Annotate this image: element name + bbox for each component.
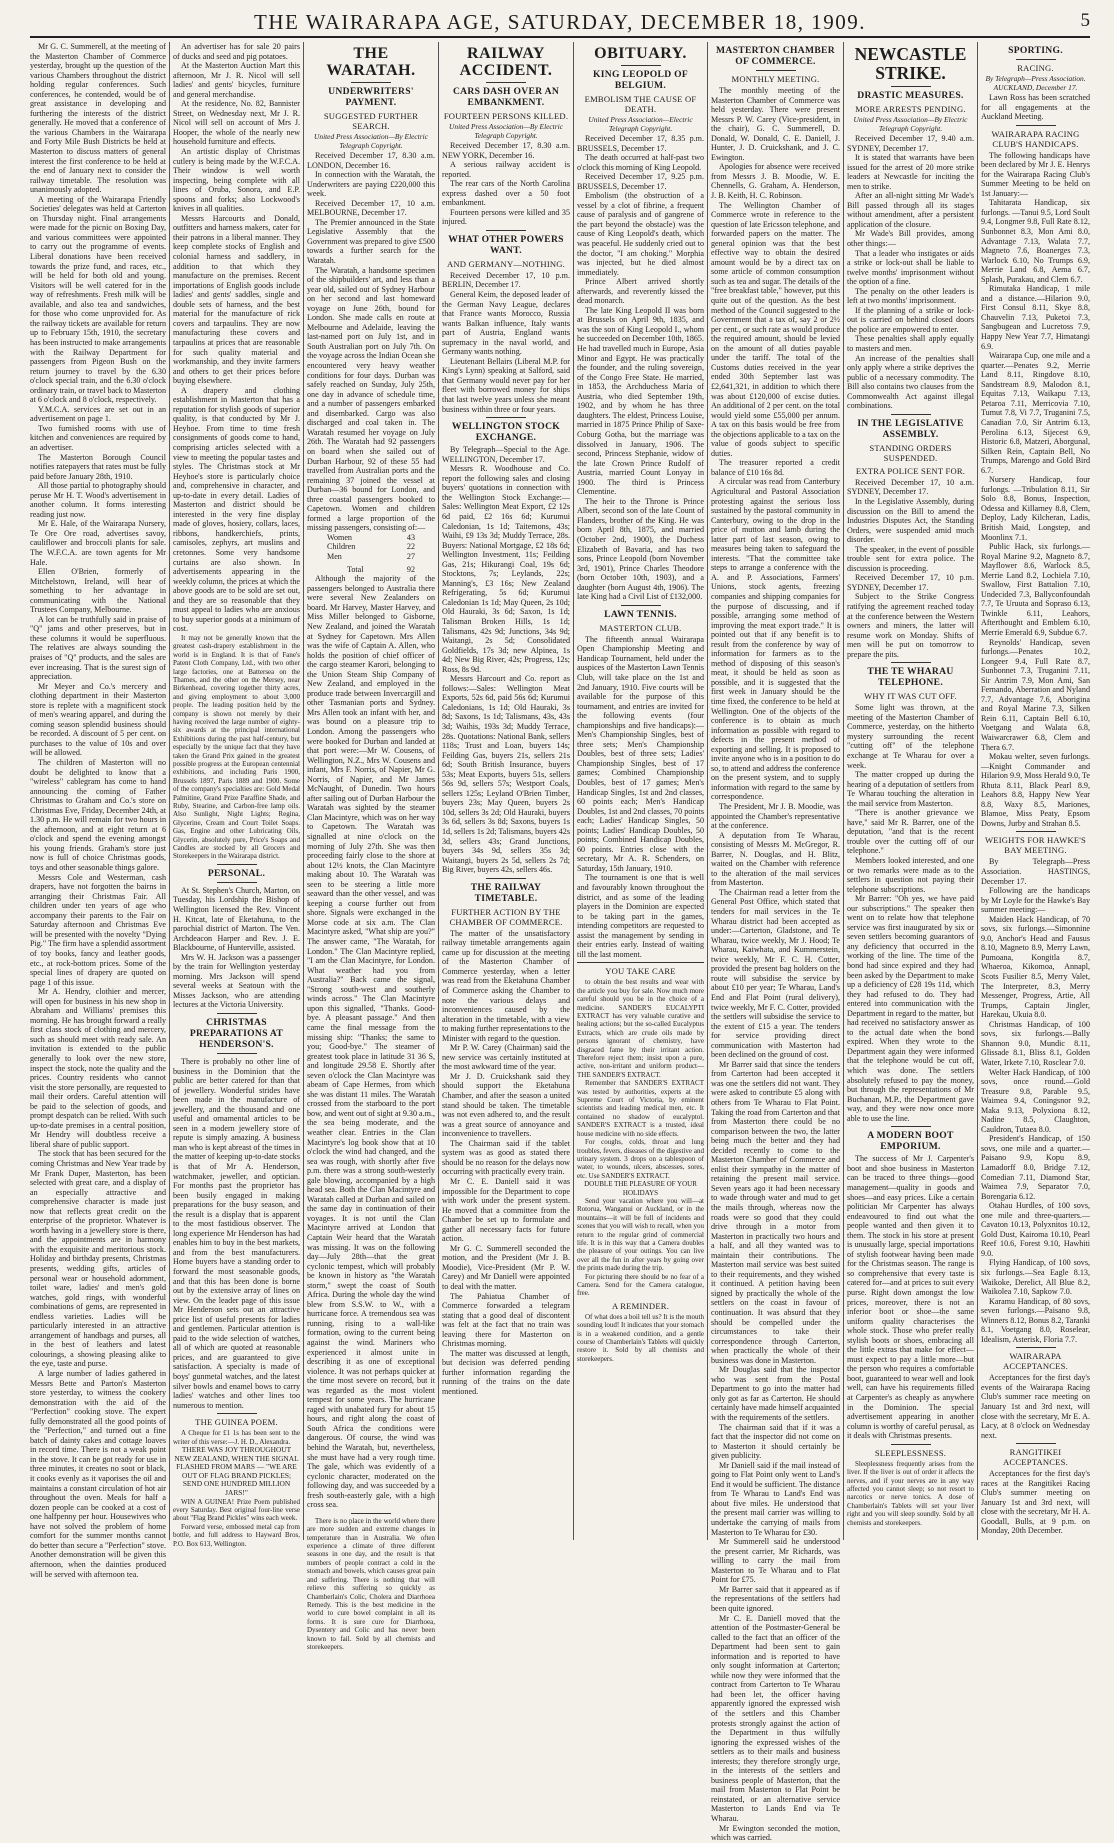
section-heading: WAIRARAPA RACING CLUB'S HANDICAPS.	[991, 128, 1080, 149]
news-paragraph: Otahau Hurdles, of 100 sovs, one mile and three-quarters.—Cavaton 10.13, Polyxnitos 10.12, Gold Dust, Kairoma 10.10, Pearl Reef 10.6, Forest 9.10, Hawhiti 9.0.	[981, 1201, 1090, 1258]
news-paragraph: Received December 17, 10 a.m. SYDNEY, December 17.	[847, 477, 974, 497]
wire-credit: United Press Association—Electric Telegraph Copyright.	[588, 115, 693, 133]
news-paragraph: Received December 17, 8.35 p.m. BRUSSELS, December 17.	[577, 134, 704, 153]
row-value: 92	[406, 564, 415, 574]
news-paragraph: Mr Wade's Bill provides, among other things:—	[847, 229, 974, 249]
news-paragraph: Forward verse, embossed metal cap from bottle, and full address to Hayward Bros, P.O. Box 613, Wellington.	[173, 1522, 300, 1548]
separator	[486, 230, 526, 231]
news-paragraph: It may not be generally known that the greatest cash-drapery establishment in the world is in England. It is that of Fane's Patent Cloth Company, Ltd., with two other large factories, one at Battersea on the Thames, and the other on the Mersey, near Birkenhead, covering together thirty acres, and giving employment to about 3,000 people. The leading position held by the company is shown not merely by their having received the large number of eighty-six awards at the principal international Exhibitions during the past half-century, but especially by the unique fact that they have taken the Grand Prix gained in the greatest possible progress at the European centennial exhibitions, and including Paris 1900, Brussels 1897, Paris 1889 and 1900. Some of the company's specialties are: Gold Medal Palmitine, Grand Prize Paraffine Shade, and Ruby, Stearine, and Carbon-free lamp oils. Also Sunlight, Night Lights; Regina, Glycerine, Cream and Court Toilet Soaps. Gas, Engine and other Lubricating Oils, Glycerin, absolutely pure, Price's Soaps and Candles are stocked by all Grocers and Storekeepers in the Wairarapa district.	[173, 633, 300, 861]
news-paragraph: Mr C. E. Daniell moved that the attention of the Postmaster-General be called to the fact that an officer of the Department had been sent to gain information and is reported to have only sought information at Carterton; while now they were informed that the contract from Carterton to Te Wharau had been let, the officer having apparently ignored the expressed wish of the settlers and this Chamber protests strongly against the action of the Department in thus wilfully ignoring the expressed wishes of the settlers as to their mails and business interests; they therefore strongly urge, in the interests of the settlers and business people of Masterton, that the mail from Masterton to Flat Point be reinstated, or an alternative service Masterton to Lands End via Te Wharau.	[711, 1613, 840, 1823]
news-paragraph: Mr Daniell said if the mail instead of going to Flat Point only went to Land's End it would be sufficient. The distance from Te Wharau to Land's End was about five miles. He understood that the present mail carrier was willing to undertake the carrying of mails from Masterton to Te Wharau for £30.	[711, 1460, 840, 1537]
news-paragraph: The penalty on the other leaders is left at two months' imprisonment.	[847, 286, 974, 306]
newspaper-title: THE WAIRARAPA AGE, SATURDAY, DECEMBER 18, 1909.	[254, 10, 866, 34]
section-heading: THE WARATAH.	[326, 45, 416, 79]
section-subheading: MASTERTON CLUB.	[599, 622, 682, 633]
news-paragraph: A serious railway accident is reported.	[442, 160, 570, 179]
row-label: Total	[347, 564, 364, 574]
column-7	[847, 42, 974, 1540]
news-paragraph: Messrs Harcourt and Co. report as follows:—Sales: Wellington Meat Exports, 52s 6d, paid 56s 6d; Kurumui Caledonians, 1s 1d; Old Hauraki, 3s 8d; Saxons, 1s 1d; Talismans, 43s, 43s 3d; Waihis, 193s 3d; Muddy Terrace, 28s. Quotations: National Bank, sellers 118s; Trust and Loan, buyers 14s; Feilding Gas, buyers 21s, sellers 21s 6d; South British Insurance, buyers 53s; Meat Exports, buyers 51s, sellers 56s 9d, sellers 57s; Westport Coals, sellers 125s; Leyland O'Brien Timber, buyers 23s; May Queen, buyers 2s 10d, sellers 3s 2d; Old Hauraki, buyers 3s 6d, sellers 3s 8d; Saxons, buyers 1s 1d, sellers 1s 2d; Talismans, buyers 42s 3d, sellers 43s; Grand Junctions, buyers 34s 9d, sellers 35s 3d; Waitangi, buyers 2s 5d, sellers 2s 7d; Big River, buyers 42s, sellers 46s.	[442, 674, 570, 875]
news-paragraph: The fifteenth annual Wairarapa Open Championship Meeting and Handicap Tournament, held under the auspices of the Masterton Lawn Tennis Club, will take place on the 1st and 2nd January, 1910. Five courts will be available for the purpose of this tournament, and entries are invited for the following events (four championships and five handicaps):—Men's Championship Singles, best of three sets; Men's Championship Doubles, best of three sets; Ladies' Championship Singles, best of 17 games; Combined Championship Doubles, best of 17 games; Men's Handicap Singles, 1st and 2nd classes, 60 points each; Men's Handicap Doubles, 1st and 2nd classes, 70 points each; Ladies' Handicap Singles, 50 points; Ladies' Handicap Doubles, 50 points; Combined Handicap Doubles, 60 points. Entries close with the secretary, Mr A. R. Schenders, on Saturday, 15th January, 1910.	[577, 634, 704, 873]
news-paragraph: Lawn Ross has been scratched for all engagements at the Auckland Meeting.	[981, 93, 1090, 122]
news-paragraph: Apologies for absence were received from Messrs J. B. Moodie, W. E. Chennells, G. Graham, A. Henderson, J. B. Keith, H. C. Robinson.	[711, 162, 840, 201]
section-heading: RAILWAY ACCIDENT.	[459, 45, 553, 79]
news-paragraph: Mr Barrer: "Oh yes, we have paid our subscriptions." The speaker then went on to relate how that telephone service was first inaugurated by six or seven settlers becoming guarantors of any deficiency that occurred in the working of the line. The time of the bond had since expired and they had been asked by the Department to make up a deficiency of £28 19s 11d, which they had refused to do. They had entered into communication with the Department in regard to the matter, but had received no satisfactory answer as to the actual date when the bond expired. When they wrote to the Department again they were informed that the telephone would be cut off, which was done. The settlers absolutely refused to pay the money, but through the representations of Mr Buchanan, M.P., the Department gave way, and they were now once more able to use the line.	[847, 894, 974, 1123]
news-paragraph: The Waratah, a handsome specimen of the shipbuilders' art, and less than a year old, sailed out of Sydney Harbour on her second and last homeward voyage on June 26th, bound for London. She made calls en route at Melbourne and Adelaide, leaving the last-named port on July 1st, and in South Australian port on July 7th. On the voyage across the Indian Ocean she encountered very heavy weather conditions for four days. Durban was safely reached on Sunday, July 25th, one day in advance of schedule time, and a number of passengers embarked and disembarked. Cargo was also discharged and coal taken in. The Waratah resumed her voyage on July 26th. The Waratah had 92 passengers on board when she sailed out of Durban Harbour, 92 of these 55 had travelled from Australian ports and the remaining 37 joined the vessel at Durban—36 bound for London, and three coastal passengers booked to Capetown. Women and children formed a large proportion of the missing passengers, consisting of:—	[307, 265, 435, 533]
separator	[486, 82, 526, 83]
advert-paragraph: For coughs, colds, throat and lung troubles, fevers, diseases of the digestive and urinary system. 3 drops on a tablespoon of water, to wounds, ulcers, abscesses, sores, etc. Use SANDER'S EXTRACT.	[577, 1138, 704, 1180]
news-paragraph: If the planning of a strike or lock-out is carried on behind closed doors the police are empowered to enter.	[847, 305, 974, 334]
page-number: 5	[1080, 10, 1090, 31]
news-paragraph: The Premier announced in the State Legislative Assembly that the Government was prepared to give £500 towards a further search for the Waratah.	[307, 217, 435, 266]
section-subheading: RACING.	[1017, 63, 1054, 73]
news-paragraph: The Wellington Chamber of Commerce wrote in reference to the question of late Ericsson telephone, and forwarded papers on the matter. The general opinion was that the best effective way to obtain the desired amount would be by a direct tax on some article of common consumption such as tea and sugar. The details of the "free breakfast table," however, put this quite out of the question. As the best method of the Council suggested to the Government that a tax of, say 2 or 2½ per cent., or such rate as would produce the required amount, should be levied on the amount of all duties payable under the tariff. The total of the Customs duties received in the year ended 30th September last was £2,641,321, in addition to which there was about £120,000 of excise duties. An additional of 2 per cent. on the total would yield some £55,000 per annum. A tax on this basis would be free from the objections applicable to a tax on the value of goods subject to specific duties.	[711, 200, 841, 458]
news-paragraph: Messrs Harcourts and Donald, outfitters and harness makers, cater for their patrons in a liberal manner. They keep complete stocks of English and colonial harness and saddlery, in addition to that which they manufacture on the premises. Recent importations of English goods include ladies' and gents' saddles, single and double sets of harness, and the best material for the manufacture of rick covers and tarpaulins. They are now manufacturing these covers and tarpaulins at prices that are reasonable for such quality material and workmanship, and they invite farmers and others to get their prices before buying elsewhere.	[173, 213, 300, 386]
section-subheading: UNDERWRITERS' PAYMENT.	[328, 86, 414, 108]
news-paragraph: The matter was discussed at length, but decision was deferred pending further information regarding the running of the trains on the date mentioned.	[442, 1348, 570, 1396]
news-paragraph: Fourteen persons were killed and 35 injured.	[442, 207, 570, 227]
separator	[1016, 59, 1056, 60]
section-heading: A MODERN BOOT EMPORIUM.	[867, 1130, 954, 1153]
news-paragraph: An artistic display of Christmas cutlery is being made by the W.F.C.A. Their window is well worth inspecting, being complete with all lines of Oruba, Sonora, and E.P. spoons and forks; also Lockwood's knives in all qualities.	[173, 147, 300, 214]
column-rule	[843, 42, 844, 1540]
news-paragraph: Mr Ewington seconded the motion, which was carried.	[711, 1823, 840, 1843]
news-paragraph: At the Masterton Auction Mart this afternoon, Mr J. R. Nicol will sell ladies' and gents' bicycles, furniture and general merchandise.	[173, 61, 300, 99]
column-4	[442, 42, 570, 1540]
news-paragraph: The monthly meeting of the Masterton Chamber of Commerce was held yesterday. There were present Messrs P. W. Carey (Vice-president, in the chair), G. C. Summerell, D. Donald, W. Donald, C. E. Daniell, J. Hunter, J. D. Cruickshank, and J. C. Ewington.	[711, 86, 840, 162]
news-paragraph: Received December 17, 8.30 a.m. LONDON, December 16.	[307, 151, 435, 170]
section-subheading: SUGGESTED FURTHER SEARCH.	[323, 111, 419, 131]
separator	[217, 1013, 257, 1014]
news-paragraph: Welter Hack Handicap, of 100 sovs, once round.—Gold Treasure 9.8, Parable 9.5, Waimea 9.4, Coningsnor 9.2, Maka 9.13, Polyxiona 8.12, Nadine 8.5, Claughton, Cauldron, Tutaea 8.0.	[981, 1067, 1090, 1134]
news-paragraph: "There is another grievance we have," said Mr R. Barrer, one of the deputation, "and that is the recent trouble over the cutting off of our telephone."	[847, 808, 974, 856]
news-paragraph: In the Legislative Assembly, during discussion on the Bill to amend the Industries Disputes Act, the Standing Orders, were suspended amid much disorder.	[847, 496, 974, 545]
news-paragraph: The late King Leopold II was born at Brussels on April 9th, 1835, and was the son of King Leopold I., whom he succeeded on December 10th, 1865. He had travelled much in Europe, Asia Minor and Egypt. He was practically the founder, and the ruling sovereign, of the Congo Free State. He married, in 1853, the Archduchess Maria of Austria, who died September 19th, 1902, and by whom he has three daughters. The eldest, Princess Louise, married in 1875 Prince Philip of Saxe-Coburg Gotha, but the marriage was dissolved in January, 1906. The second, Princess Stephanie, widow of the late Crown Prince Rudolf of Austria, married Count Lonyay in 1900. The third is Princess Clementine.	[577, 305, 704, 497]
section-heading: SPORTING.	[1008, 45, 1063, 56]
news-paragraph: All those partial to photography should peruse Mr H. T. Wood's advertisement in another column. It forms interesting reading just now.	[30, 481, 166, 519]
advert-heading: SLEEPLESSNESS.	[874, 1447, 947, 1458]
table-total	[307, 565, 435, 575]
section-heading: WELLINGTON STOCK EXCHANGE.	[451, 421, 561, 444]
news-paragraph: The matter of the unsatisfactory railway timetable arrangements again came up for discussion at the meeting of the Masterton Chamber of Commerce yesterday, when a letter was read from the Eketahuna Chamber of Commerce asking the Chamber to note the various delays and inconveniences caused by the alteration in the timetable, with a view to making further representations to the Minister with regard to the question.	[442, 928, 570, 1043]
news-paragraph: By Telegraph—Press Association. HASTINGS, December 17.	[981, 857, 1090, 886]
section-subheading: MONTHLY MEETING.	[731, 74, 820, 84]
news-paragraph: A deputation from Te Wharau, consisting of Messrs M. McGregor, R. Barrer, N. Douglas, and H. Blitz, waited on the Chamber with reference to the alteration of the mail services from Masterton.	[711, 830, 840, 888]
news-paragraph: The Pahiatua Chamber of Commerce forwarded a telegram stating that a good deal of discontent was felt at the fact that no train was leaving there for Masterton on Christmas morning.	[442, 1291, 570, 1349]
section-subheading: AND GERMANY—NOTHING.	[446, 258, 566, 269]
news-paragraph: The tournament is one that is well and favourably known throughout the district, and as some of the leading players in the Dominion are expected to be taking part in the games, intending competitors are requested to assist the management by sending in their entries early. Instead of waiting till the last moment.	[577, 873, 704, 959]
news-paragraph: Members looked interested, and one or two remarks were made as to the settlers in question not paying their telephone subscriptions.	[847, 856, 974, 894]
news-paragraph: Nursery Handicap, four furlongs. —Tribulation 8.11, Sir Solo 8.8, Bonus, Inspection, Odessa and Killarney 8.8, Clem, Deploy, Lady Kilcheran, Ladis, British Maid, Longstep, and Moonlinx 7.1.	[981, 475, 1090, 542]
wire-credit: United Press Association—By Electric Telegraph Copyright.	[853, 115, 968, 133]
section-subheading: FOURTEEN PERSONS KILLED.	[443, 111, 569, 121]
row-value: 27	[406, 552, 415, 562]
news-paragraph: Received December 17, 10 p.m. SYDNEY, December 17.	[847, 573, 974, 592]
news-paragraph: WIN A GUINEA! Prize Poem published every Saturday. Best original four-line verse about "Flag Brand Pickles" wins each week.	[173, 1497, 300, 1523]
news-paragraph: Christmas Handicap, of 100 sovs, six furlongs.—Bally Shannon 9.0, Mundic 8.11, Glissade 8.1, Bliss 8.1, Golden Water, Irkete 7.10, Rosclear 7.0.	[981, 1019, 1090, 1067]
separator	[1016, 1347, 1056, 1348]
section-heading: WHAT OTHER POWERS WANT.	[448, 233, 564, 256]
news-paragraph: Public Hack, six furlongs.—Royal Marine 9.2, Magneto 8.7, Mayflower 8.6, Warlock 8.5, Merrie Land 8.2, Lochiela 7.10, Swallow, First Battalion 7.10, Undecided 7.3, Ballyconfoundah 7.7, Te Uruuta and Sopraso 6.13, Twinkle 6.11, Leahors, Afterthought and Emblem 6.10, Merrie Emerald 6.9, Subdue 6.7.	[981, 542, 1090, 637]
news-paragraph: Mr G. C. Summerell seconded the motion, and the President (Mr J. B. Moodie), Vice-President (Mr P. W. Carey) and Mr Daniell were appointed to deal with the matter.	[442, 1243, 570, 1291]
separator	[891, 1444, 931, 1445]
section-subheading: WHY IT WAS CUT OFF.	[864, 691, 957, 702]
row-value: 43	[406, 532, 415, 542]
section-subheading: EXTRA POLICE SENT FOR.	[855, 465, 966, 476]
news-paragraph: Mr E. Hale, of the Wairarapa Nursery, Te Ore Ore road, advertises savoy, cauliflower and broccoli plants for sale. The W.F.C.A. are town agents for Mr Hale.	[30, 519, 166, 567]
separator	[621, 605, 661, 606]
advert-heading: A REMINDER.	[611, 1300, 670, 1311]
section-subheading: MORE ARRESTS PENDING.	[855, 104, 966, 114]
news-paragraph: It is stated that warrants have been issued for the arrest of 20 more strike leaders at Newcastle for inciting the men to strike.	[847, 153, 974, 191]
row-label: Men	[327, 552, 342, 562]
section-heading: THE RAILWAY TIMETABLE.	[470, 881, 542, 904]
section-subheading: FURTHER ACTION BY THE CHAMBER OF COMMERCE.	[449, 906, 563, 927]
news-paragraph: Prince Albert arrived shortly afterwards, and reverently kissed the dead monarch.	[577, 277, 704, 306]
advert-paragraph: Sleeplessness frequently arises from the liver. If the liver is out of order it affects the nerves, and if your nerves are in any way affected you cannot sleep; so not resort to narcotics or nerve tonics. A dose of Chamberlain's Tablets will set your liver right and you will sleep soundly. Sold by all chemists and storekeepers.	[847, 1459, 974, 1527]
section-subheading: KING LEOPOLD OF BELGIUM.	[592, 69, 689, 91]
column-8	[981, 42, 1090, 1540]
news-paragraph: The following handicaps have been declared by Mr J. E. Henrys for the Wairarapa Racing Club's Summer Meeting to be held on 1st January:—	[981, 150, 1090, 198]
column-6	[711, 42, 841, 1843]
news-paragraph: Flying Handicap, of 100 sovs, six furlongs.—Sea Eagle 8.13, Waikoke, Derelict, All Blue 8.2, Waikolea 7.10, Sapkow 7.0.	[981, 1258, 1090, 1297]
separator	[1016, 831, 1056, 832]
news-paragraph: The children of Masterton will no doubt be delighted to know that a "wireless" cablegram has come to hand announcing the coming of Father Christmas to Graham and Co.'s store on Christmas Eve, Friday, December 24th, at 1.30 p.m. He will remain for two hours in the afternoon, and at eight return at 6 o'clock and spend the evening amongst his young friends. Graham's store just now is full of choice Christmas goods, toys and other seasonable things galore.	[30, 758, 166, 873]
table-row	[307, 552, 435, 562]
row-label: Children	[327, 542, 356, 552]
news-paragraph: The President, Mr J. B. Moodie, was appointed the Chamber's representative at the conference.	[711, 802, 840, 831]
news-paragraph: Ellen O'Brien, formerly of Mitchelstown, Ireland, will hear of something to her advantage in communicating with the National Trustees Company, Melbourne.	[30, 567, 166, 615]
section-subheading: EMBOLISM THE CAUSE OF DEATH.	[584, 94, 697, 114]
masthead	[30, 8, 1090, 38]
news-paragraph: Maiden Hack Handicap, of 70 sovs, six furlongs.—Simonnine 9.0, Anchor's Head and Fausus 8.10, Magneto 8.9, Merry Lawn, Pumoana, Kongitla 8.7, Whaeroa, Kikomoa, Annapl, Scots Fusilier 8.5, Merry Valet, The Interpreter, 8.3, Merry Messenger, Progress, Artie, All Trumps, Captain Jingler, Harekau, Ukuia 8.0.	[981, 914, 1090, 1020]
news-paragraph: Lieutenant Bellairs (Liberal M.P. for King's Lynn) speaking at Salford, said that Germany would never pay for her fleet with borrowed money for ships that last twelve years unless she meant business within three or four years.	[442, 356, 570, 414]
news-paragraph: A meeting of the Wairarapa Friendly Societies' delegates was held at Carterton on Thursday night. Final arrangements were made for the picnic on Boxing Day, and various committees were appointed to carry out the programme of events. Liberal donations have been received towards the prize fund, and races, etc., will be held for both old and young. Visitors will be well catered for in the way of refreshments. Fresh milk will be available, and also tea and sandwiches, for those who come unprovided for. As the railway tickets are available for return up to February 15th, 1910, the secretary has been instructed to make arrangements with the Railway Department for passengers from Pigeon Bush on the return journey to travel by the 6.30 o'clock special train, and the 6.30 o'clock ordinary train, or travel back to Masterton at 6 o'clock and 8 o'clock, respectively.	[30, 194, 166, 405]
news-paragraph: Mr Meyer and Co.'s mercery and clothing department in their Masterton store is replete with a magnificent stock of men's wearing apparel, and during the coming season splendid business should be recorded. A discount of 5 per cent. on purchases to the value of 10s and over will be allowed.	[30, 681, 166, 758]
news-paragraph: There is probably no other line of business in the Dominion that the public are better catered for than that of jewellery. Wonderful strides have been made in the manufacture of jewellery, and the thousand and one useful and ornamental articles to be seen in a modern jewellery store of repute is simply amazing. A business man who is kept abreast of the times in the matter of keeping up-to-date stocks is that of Mr A. Henderson, watchmaker, jeweller, and optician. For months past the proprietor has been busily engaged in making preparations for the busy season, and the result is a display that is apparent to the most fastidious observer. The long experience Mr Henderson has had enables him to buy in the best markets, and from the best manufacturers. Home buyers have a standing order to forward the most seasonable goods, and that this has been done is borne out by the extensive array of lines on view. On the leader page of this issue Mr Henderson sets out an attractive price list of useful presents for ladies and gentlemen. Particular attention is paid to the wide selection of watches, all of which are quoted at reasonable prices, and are guaranteed to give satisfaction. A specialty is made of boys' gunmetal watches, and the latest silver bowls and enamel bows to carry ladies' watches and other lines too numerous to mention.	[173, 1056, 300, 1410]
news-paragraph: At St. Stephen's Church, Marton, on Tuesday, his Lordship the Bishop of Wellington licensed the Rev. Vincent H. Kitcat, late of Eketahuna, to the parochial district of Marton. The Ven. Archdeacon Harper and Rev. J. E. Blackbourne, of Hunterville, assisted.	[173, 885, 300, 953]
advert-paragraph: to obtain the best results and wear with the article you buy for sale. Now much more careful should you be in the choice of a medicine. SANDER'S EUCALYPTI EXTRACT has very valuable curative and healing actions; but the so-called Eucalyptus Extracts, which are crude oils made by persons ignorant of chemistry, have disgraced fame by their irritant action. Therefore reject them; insist upon a pure, active, non-irritant and uniform product—THE SANDER'S EXTRACT.	[577, 978, 704, 1079]
news-paragraph: Reynolds' Handicap, seven furlongs.—Penates 10.2, Longeer 9.4, Full Rate 8.7, Sunbonnet 7.3, Truganini 7.11, Sir Antrim 7.9, Mon Ami, San Fernando, Aberration and Nyland 7.7, Advantage 7.6, Aborigina and Royal Marine 7.3, Silken Rein 6.11, Captain Bell 6.10, Voetgang and Walata 6.8, Waiwarcrawer 6.8, Clem and Thera 6.7.	[981, 637, 1090, 752]
news-paragraph: The Masterton Borough Council notifies ratepayers that rates must be fully paid before January 28th, 1910.	[30, 452, 166, 481]
section-heading: CHRISTMAS PREPARATIONS AT HENDERSON'S.	[189, 1016, 284, 1050]
advert-paragraph: There is no place in the world where there are more sudden and extreme changes in temperature than in Australia. We often experience a climate of three different seasons in one day, and the result is that numbers of people contract a cold in the stomach and bowels, which causes great pain and suffering. There is nothing that will relieve this suffering so quickly as Chamberlain's Colic, Cholera and Diarrhoea Remedy. This is the best medicine in the world to cure bowel complaint in all its forms. It is sure cure for Diarrhoea, Dysentery and Colic and has never been known to fail. Sold by all chemists and storekeepers.	[307, 1516, 435, 1651]
news-paragraph: An increase of the penalties shall only apply where a strike deprives the public of a necessary commodity. The Bill also contains two clauses from the Commonwealth Act against illegal combinations.	[847, 353, 974, 411]
poem-text: THERE WAS JOY THROUGHOUT NEW ZEALAND, WHEN THE SIGNAL FLASHED FROM MARS — "WE ARE OUT OF FLAG BRAND PICKLES; SEND ONE HUNDRED MILLION JARS!"	[174, 1445, 299, 1497]
column-rule	[707, 42, 708, 1540]
news-paragraph: Mr Barrer said that it appeared as if the representations of the settlers had been quite ignored.	[711, 1584, 840, 1613]
separator	[891, 1126, 931, 1127]
wire-credit: United Press Association—By Electric Telegraph Copyright.	[449, 122, 563, 140]
news-paragraph: A lot can be truthfully said in praise of "Q" jams and other preserves, but in these columns it would be superfluous. The relatives are always sounding the praises of "Q" products, and the sales are ever increasing. That is the surest sign of appreciation.	[30, 614, 166, 682]
news-paragraph: Received December 17, 8.30 a.m. NEW YORK, December 16.	[442, 141, 570, 160]
column-rule	[303, 42, 304, 1540]
news-paragraph: Received December 17, 10 a.m. MELBOURNE, December 17.	[307, 198, 435, 218]
section-heading: THE TE WHARAU TELEPHONE.	[867, 666, 954, 689]
news-paragraph: Mr C. E. Daniell said it was impossible for the Department to cope with work under the present system. He moved that a committee from the Chamber be set up to formulate and gather all necessary facts for future action.	[442, 1176, 570, 1244]
news-paragraph: Following are the handicaps by Mr Loyle for the Hawke's Bay summer meeting:—	[981, 886, 1090, 915]
news-paragraph: A circular was read from Canterbury Agricultural and Pastoral Association protesting against the serious loss sustained by the pastoral community in Canterbury, owing to the drop in the price of mutton and lamb during the latter part of last season, owing to measures being taken to safeguard the interests. "That the committee take steps to arrange a conference with the A. and P. Associations, Farmers' Unions, stock agents, freezing companies and shipping companies for the purpose of discussing, and if possible, arranging some method of improving the meat export trade." It is pointed out that if any benefit is to result from the conference by way of information for farmers as to the method of disposing of this season's meat, it should be held as soon as possible, and it is suggested that the first week in January should be the time fixed, the conference to be held at Wellington. One of the objects of the conference is to obtain as much information as possible with regard to defects in the present method of exporting and selling. It is proposed to invite anyone who is in a position to do so, to attend and address the conference on the present system, and to supply information with regard to the same by correspondence.	[711, 477, 840, 802]
separator	[217, 1413, 257, 1414]
separator	[486, 878, 526, 879]
section-heading: WEIGHTS FOR HAWKE'S BAY MEETING.	[984, 835, 1087, 856]
separator	[217, 1053, 257, 1054]
column-3	[307, 42, 435, 1651]
table-row	[307, 533, 435, 543]
news-paragraph: After an all-night sitting Mr Wade's Bill passed through all its stages without amendment, after a persistent application of the closure.	[847, 191, 974, 229]
news-paragraph: The heir to the Throne is Prince Albert, second son of the late Count of Flanders, brother of the King. He was born April 8th, 1875, and married (October 2nd, 1900), the Duchess Elizabeth of Bavaria, and has two sons, Prince Leopold (born November 3rd, 1901), Prince Charles Theodore (born October 10th, 1903), and a daughter (born August 4th, 1906). The late King had a Civil List of £132,000.	[577, 496, 704, 602]
news-paragraph: The rear cars of the North Carolina express dashed over a 50 foot embankment.	[442, 179, 570, 208]
news-paragraph: Mr J. D. Cruickshank said they should support the Eketahuna Chamber, and after the season a united stand should be taken. The timetable was not even adhered to, and the result was a great source of annoyance and inconvenience to travellers.	[442, 1071, 570, 1139]
news-paragraph: Mrs W. H. Jackson was a passenger by the train for Wellington yesterday morning. Mrs Jackson will spend several weeks at Seatoun with the Misses Jackson, who are attending lectures at the Victoria University.	[173, 952, 300, 1010]
section-subheading: CARS DASH OVER AN EMBANKMENT.	[452, 86, 560, 108]
news-paragraph: Rimutaka Handicap, 1 mile and a distance.—Hilarion 9.0, First Consul 8.11, Skye 8.8, Chauvelin 7.13, Puketoi 7.3, Sangbugean and Lucretoss 7.9, Happy New Year 7.7, Himatangi 6.9.	[981, 284, 1090, 351]
separator	[891, 414, 931, 415]
news-paragraph: These penalties shall apply equally to masters and men.	[847, 334, 974, 354]
column-5	[577, 42, 704, 1540]
separator	[217, 864, 257, 865]
news-paragraph: Wairarapa Cup, one mile and a quarter.—Penates 9.2, Merrie Land 8.11, Ringdove 8.10, Sandstream 8.9, Malodon 8.1, Equitas 7.13, Waikapu 7.13, Petaroa 7.11, Merricovia 7.10, Tumut 7.8, Vi 7.7, Truganini 7.5, Canadian 7.0, Sir Antrim 6.13, Perolina 6.13, Sijecest 6.9, Historic 6.8, Matzeri, Aborgunal, Silken Rein, Captain Bell, No Trumps, Marengo and Gold Bird 6.7.	[981, 351, 1090, 475]
section-heading: OBITUARY.	[594, 45, 687, 62]
section-heading: MASTERTON CHAMBER OF COMMERCE.	[716, 45, 835, 67]
section-subheading: DRASTIC MEASURES.	[857, 90, 964, 101]
news-paragraph: Karamu Handicap, of 80 sovs, seven furlongs.—Paisano 9.8, Winners 8.12, Bonus 8.2, Taranki 8.1, Voetgang 8.0, Roselear, Idealism, Asterisk, Floria 7.7.	[981, 1296, 1090, 1344]
section-heading: LAWN TENNIS.	[604, 608, 677, 620]
news-paragraph: The chairman said that if it was a fact that the inspector did not come on to Masterton it should certainly be given publicity.	[711, 1422, 840, 1461]
news-paragraph: Mr P. W. Carey (Chairman) said the new service was certainly instituted at the most awkward time of the year.	[442, 1043, 570, 1072]
separator	[1016, 125, 1056, 126]
column-rule	[573, 42, 574, 1540]
separator	[1016, 1443, 1056, 1444]
news-paragraph: The success of Mr J. Carpenter's boot and shoe business in Masterton can be traced to three things—good management—quality in goods and shoes—and easy prices. Like a certain politician Mr Carpenter has always endeavoured to find out what the people wanted and then given it to them. The stock in his store at present is unusually large, special importations of stylish footwear having been made for the Christmas season. The range is so comprehensive that every taste is catered for—and at prices to suit every purse. Right down amongst the low prices, moreover, there is not an inferior boot or shoe—the same uniform quality characterises the whole stock. Those who prefer really stylish boots or shoes, embracing all the little extras that make for effect—must expect to pay a little more—but the person who requires a comfortable boot, guaranteed to wear well and look well, can have his requirements filled at Carpenter's as cheaply as anywhere in the Dominion. The special advertisement appearing in another column is worthy of careful perusal, as it deals with Christmas presents.	[847, 1154, 974, 1441]
table-row	[307, 542, 435, 552]
column-rule	[977, 42, 978, 1540]
news-paragraph: Y.M.C.A. services are set out in an advertisement on page 1.	[30, 404, 166, 424]
news-paragraph: In connection with the Waratah, the Underwriters are paying £220,000 this week.	[307, 170, 435, 199]
news-paragraph: The stock that has been secured for the coming Christmas and New Year trade by Mr Frank Duper, Masterton, has been selected with great care, and a display of an especially attractive and comprehensive character is made just now that reflects great credit on the enterprise of the proprietor. Whatever is worth having in a jewellery store is there, and the appointments are in harmony with the exquisite and meritorious stock. Holiday and birthday presents, Christmas presents, wedding gifts, articles of personal wear or household adornment, toilet ware, ladies' and men's gold watches, gold rings, with wonderful combinations of gems, are represented in endless varieties. Ladies will be particularly interested in an attractive arrangement of handbags and purses, all in the best of leathers and latest colourings, a showing pleasing alike to the eye, taste and purse.	[30, 1149, 166, 1369]
news-paragraph: By Telegraph—Special to the Age. WELLINGTON, December 17.	[442, 445, 570, 464]
section-heading: THE GUINEA POEM.	[195, 1417, 278, 1428]
news-paragraph: Two furnished rooms with use of kitchen and conveniences are required by an advertiser.	[30, 423, 166, 452]
news-paragraph: A drapery and clothing establishment in Masterton that has a reputation for stylish goods of superior quality, is that conducted by Mr J. Heyhoe. From time to time fresh consignments of goods come to hand, comprising articles selected with a view to meeting the popular tastes and styles. The Christmas stock at Mr Heyhoe's store is particularly choice and, comprehensive in character, and up-to-date in every detail. Ladies of Masterton and district should be interested in the very fine display made of gloves, hosiery, collars, laces, ribbons, handkerchiefs, prints, camisoles, zephyrs, art muslins and cretonnes. Some very handsome curtains are also shown. In advertisements appearing in the weekly column, the prices at which the above goods are to be sold are set out, and they are so reasonable that they must appeal to ladies who are anxious to buy superior goods at a minimum of cost.	[173, 385, 300, 634]
row-label: Women	[327, 532, 352, 542]
news-paragraph: Embolism (the obstruction of a vessel by a clot of fibrine, a frequent cause of paralysis and of gangrene of the part beyond the obstacle) was the cause of King Leopold's death, which was peaceful. He suddenly cried out to the doctor, "I am choking." Morphia was injected, but he died almost immediately.	[577, 191, 704, 277]
news-paragraph: That a leader who instigates or aids a strike or lock-out shall be liable to twelve months' imprisonment without the option of a fine.	[847, 248, 974, 287]
separator	[577, 962, 704, 963]
advert-paragraph: For picturing there should be no fear of a Camera. Send for the Camera catalogue, free.	[577, 1272, 704, 1298]
news-paragraph: Mr Summerell said he understood the present carrier, Mr Richards, was willing to carry the mail from Masterton to Te Wharau and to Flat Point for £75.	[711, 1537, 840, 1585]
separator	[217, 882, 257, 883]
wire-credit: United Press Association—By Electric Telegraph Copyright.	[314, 132, 428, 150]
section-heading: PERSONAL.	[207, 867, 266, 879]
news-paragraph: The treasurer reported a credit balance of £10 16s 8d.	[711, 458, 840, 477]
news-paragraph: Messrs R. Woodhouse and Co. report the following sales and closing buyers' quotations in connection with the Wellington Stock Exchange:—Sales: Wellington Meat Export, £2 12s 6d paid, £2 16s 6d; Kurumui Caledonian, 1s 1d; Taitemons, 43s; Waihi, £9 13s 3d; Muddy Terrace, 28s. Buyers: National Mortgage, £2 18s 6d; Wellington Investment, 11s; Feilding Gas, 21s; Hikurangi Coal, 19s 6d; Stocktons, 7s; Leylands, 22s; Manning's, £3 16s; New Zealand Refrigerating, 5s 6d; Kurumui Caledonian 1s 1d; May Queen, 2s 10d; Old Hauraki, 3s 6d; Saxon, 1s 1d; Talisman Broken Hills, 1s 1d; Talismans, 42s 9d; Junctions, 34s 9d; Waitangi, 2s 5d; Consolidated Goldfields, 17s 3d; new Alpinea, 1s 4d; New Big River, 42s; Progress, 12s; Ross, 8s 9d.	[442, 464, 570, 674]
section-heading: WAIRARAPA ACCEPTANCES.	[1003, 1351, 1068, 1372]
column-rule	[169, 42, 170, 1540]
news-paragraph: Received December 17, 9.40 a.m. SYDNEY, December 17.	[847, 134, 974, 153]
news-paragraph: Messrs Cole and Westerman, cash drapers, have not forgotten the bairns in arranging their Christmas Fair. All children under ten years of age who accompany their parents to the Fair on Saturday afternoon and Christmas Eve will be presented with the novelty "Dying Pig." The firm have a splendid assortment of toy books, fancy and leather goods, etc., at rock-bottom prices. Some of the special lines of drapery are quoted on page 1 of this issue.	[30, 872, 167, 987]
column-1	[30, 42, 167, 1579]
section-heading: NEWCASTLE STRIKE.	[854, 44, 967, 83]
news-paragraph: Received December 17, 10 p.m. BERLIN, December 17.	[442, 270, 570, 290]
news-paragraph: President's Handicap, of 150 sovs, one mile and a quarter.—Paisano 9.9, Kopu 8.9, Lamadorff 8.0, Bridge 7.12, Comedian 7.11, Diamond Star, Waimea 7.9, Separator 7.0, Borengaria 6.12.	[981, 1134, 1090, 1201]
news-paragraph: A Cheque for £1 1s has been sent to the writer of this verse:—J. H. D., Alexandra.	[173, 1429, 300, 1446]
section-subheading: STANDING ORDERS SUSPENDED.	[869, 442, 952, 463]
column-2	[173, 42, 300, 1548]
wire-credit: By Telegraph—Press Association. AUCKLAND, December 17.	[985, 74, 1086, 92]
separator	[756, 70, 796, 71]
advert-paragraph: Send your vacation where you will—at Rotorua, Wanganui or Auckland, or in the mountains—it will be full of incidents and scenes that you will wish to recall, when you return to the regular grind of commercial life. It is in this way that a Camera doubles the pleasure of your outings. You can live over all the fun in after years by going over the prints made during the trip.	[577, 1196, 704, 1273]
news-paragraph: The speaker, in the event of possible trouble sent for extra police. The discussion is proceeding.	[847, 544, 974, 573]
news-paragraph: A large number of ladies gathered in Messrs Bette and Parton's Masterton store yesterday, to witness the cookery demonstration with the aid of the "Perfection" cooking stove. The expert fully demonstrated all the good points of the "Perfection," and turned out a fine batch of dainty cakes and cottage loaves in record time. There is not a weak point in the stove. It can be got ready for use in three minutes, it creates no soot or black, it cooks evenly as it vaporises the oil and maintains a constant circulation of hot air throughout the oven. Meals for half a dozen people can be cooked at a cost of one halfpenny per hour. Housewives who have not solved the problem of home comfort for the summer months cannot do better than secure a "Perfection" stove. Another demonstration will be given this afternoon, when the dainties produced will be served with afternoon tea.	[30, 1369, 166, 1579]
separator	[351, 82, 391, 83]
news-paragraph: Mr A. Hendry, clothier and mercer, will open for business in his new shop in Abraham and Williams' premises this morning. He has brought forward a really first class stock of clothing and mercery, such as should meet with ready sale. An invitation is extended to the public generally to look over the new store, inspect the stock, note the quality and the prices. Country residents who cannot visit the store personally, are requested to mail their orders. Careful attention will be paid to the selection of goods, and prompt despatch can be relied. With such up-to-date premises in a central position, Mr Hendry will doubtless receive a liberal share of public support.	[30, 987, 166, 1149]
separator	[891, 86, 931, 87]
advert-heading: YOU TAKE CARE	[605, 966, 676, 977]
news-paragraph: The matter cropped up during the hearing of a deputation of settlers from Te Wharau touching the alteration in the mail service from Masterton.	[847, 770, 974, 808]
news-paragraph: An advertiser has for sale 20 pairs of ducks and seed and pig potatoes.	[173, 42, 300, 61]
row-value: 22	[406, 542, 415, 552]
news-paragraph: Some light was thrown, at the meeting of the Masterton Chamber of Commerce, yesterday, on the hitherto mystery surrounding the recent "cutting off" of the telephone exchange at Te Wharau for over a week.	[847, 703, 974, 770]
section-heading: RANGITIKEI ACCEPTANCES.	[1003, 1447, 1068, 1468]
news-paragraph: Acceptances for the first day's races at the Rangitikei Racing Club's summer meeting on January 1st and 3rd next, will close with the secretary, Mr H. A. Goodall, Bulls, at 9 p.m. on Monday, 20th December.	[981, 1469, 1090, 1536]
separator	[891, 662, 931, 663]
news-paragraph: The Chairman said if the tablet system was as good as stated there should be no reason for the delays now occurring with practically every train.	[442, 1138, 570, 1177]
news-paragraph: At the residence, No. 82, Bannister Street, on Wednesday next, Mr J. R. Nicol will sell on account of Mrs J. Hooper, the whole of the nearly new household furniture and effects.	[173, 99, 300, 147]
news-paragraph: Subject to the Strike Congress ratifying the agreement reached today at the conference between the Western owners and miners, the latter will resume work on Monday. Shifts of men will be put on tomorrow to prepare the pits.	[847, 592, 974, 659]
news-paragraph: Mokau welter, seven furlongs.—Knight Commander and Hilarion 9.9, Moss Herald 9.0, Te Rhuta 8.11, Black Pearl 8.9, Leahors 8.8, Happy New Year 8.8, Waxy 8.5, Mariones, Blamoe, Miss Peaty, Epsom Downs, Jurby and Strahan 8.5.	[981, 752, 1090, 828]
column-rule	[438, 42, 439, 1540]
advert-paragraph: Of what does a boil tell us? It is the mouth sounding loud! It indicates that your stomach is in a weakened condition, and a gentle course of Chamberlain's Tablets will quickly restore it. Sold by all chemists and storekeepers.	[577, 1312, 704, 1363]
news-paragraph: Mr G. C. Summerell, at the meeting of the Masterton Chamber of Commerce yesterday, brought up the question of the various Chambers throughout the district holding regular conferences. Such conferences, he contended, would be of great assistance in developing and furthering the interests of the district generally. He moved that a conference of the various Chambers in the Wairarapa and Forty Mile Bush Districts be held at Masterton to discuss matters of general interest the first conference to be held at the end of January next to consider the railway timetable. The resolution was unanimously adopted.	[30, 42, 166, 195]
separator	[351, 1513, 391, 1514]
advert-paragraph: DOUBLE THE PLEASURE OF YOUR HOLIDAYS	[584, 1180, 697, 1197]
separator	[621, 65, 661, 66]
news-paragraph: The Chairman read a letter from the General Post Office, which stated that tenders for mail services in the Te Wharau district had been accepted as under:—Carterton, Gladstone, and Te Wharau, twice weekly, Mr J. Hood; Te Wharau, Kaiwhata, and Kummerstein, twice weekly, Mr F. C. H. Cotter, provided the present bag holders on the route will subsidise the service by about £10 per year; Te Wharau, Land's End and Flat Point (rural delivery), twice weekly, Mr F. C. Cotter, provided the settlers will subsidise the service to the extent of £15 a year. The tenders for service providing direct communication with Masterton had been declined on the ground of cost.	[711, 887, 840, 1060]
news-paragraph: General Keim, the deposed leader of the German Navy League, declares that France wants Morocco, Russia wants Balkan influence, Italy wants part of Austria, England wants supremacy in the naval world, and Germany wants nothing.	[442, 290, 570, 357]
news-paragraph: The death occurred at half-past two o'clock this morning of King Leopold.	[577, 153, 704, 172]
advert-paragraph: Remember that SANDER'S EXTRACT was tested by authorities, experts at the Supreme Court of Victoria, by eminent scientists and leading medical men, etc. It contained no shadow of eucalyptol. SANDER'S EXTRACT is a trusted, ideal house medicine with no side effects.	[577, 1079, 704, 1138]
news-paragraph: Mr Douglas said that the inspector who was sent from the Postal Department to go into the matter had only got as far as Carterton. He should certainly have made himself acquainted with the requirements of the settlers.	[711, 1365, 840, 1423]
news-paragraph: Acceptances for the first day's events of the Wairarapa Racing Club's summer race meeting on January 1st and 3rd next, will close with the secretary, Mr E. A. Lacy, at 8 o'clock on Wednesday next.	[981, 1373, 1090, 1440]
news-paragraph: Although the majority of the passengers belonged to Australia there were several New Zealanders on board. Mr Harvey, Master Harvey, and Miss Miller belonged to Gisborne, New Zealand, and joined the Waratah at Sydney for Capetown. Mrs Allen was the wife of Captain A. Allen, who holds the position of chief officer of the cargo steamer Karori, belonging to the Union Steam Ship Company of New Zealand, and employed in the produce trade between Invercargill and other Tasmanian ports and Sydney. Mrs Allen took an infant with her, and was bound on a pleasure trip to London. Among the passengers who were booked for Durban and landed at that port were:—Mr W. Cousens, of Wellington, N.Z., Mrs W. Cousens and infant, Mrs F. Norris, of Napier, Mr G. Norris, of Napier, and Mr James McNaught, of Dunedin. Two hours after sailing out of Durban Harbour the Waratah was sighted by the steamer Clan Macintyre, which was on her way to Capetown. The Waratah was signalled at nine o'clock on the morning of July 27th. She was then proceeding fairly close to the shore at about 12½ knots, the Clan Macintyre making about 10. The Waratah was seen to be steering a little more seaward than the other vessel, and was keeping a course further out from shore. Signals were exchanged in the Morse code at six a.m. The Clan Macintyre asked, "What ship are you?" The answer came, "The Waratah, for London." The Clan Macintyre replied, "I am the Clan Macintyre, for London. What weather had you from Australia?" Back came the signal, "Strong south-west and southerly winds across." The Clan Macintyre upon this signalled, "Thanks. Good-bye. A pleasant passage." And then came the final message from the missing ship: "Thanks; the same to you; Good-bye." The steamer of greatest took place in latitude 31 36 S, and longitude 29.58 E. Shortly after seven o'clock the Clan Macintyre was abeam of Cape Hermes, from which she was distant 11 miles. The Waratah crossed from the starboard to the port bow, and went out of sight at 9.30 a.m., the sea being moderate, and the weather clear. Entries in the Clan Macintyre's log book show that at 10 o'clock the wind had changed, and the sea was rough, with shortly after five p.m. there was a strong south-westerly gale blowing, accompanied by a high head sea. Both the Clan Macintyre and Waratah called at Durban and sailed on the same day in continuation of their voyages. It is not until the Clan Macintyre arrived at London that Captain Weir heard that the Waratah was missing. It was on the following day—July 28th—that the great cyclonic tempest, which will probably be known in history as "the Waratah storm," swept the coast of South Africa. During the whole day the wind blew from S.S.W. to W., with a hurricane force. A tremendous sea was running, rising to a wall-like formation, owing to the current being against the wind. Mariners who experienced it almost unite in describing it as one of exceptional violence. It was not perhaps quicker at the time most severe on record, but it was regarded as the most violent tempest for some years. The hurricane raged with unabated fury for about 15 hours, and right along the coast of South Africa the conditions were dangerous. Of course, the wind was behind the Waratah, but, nevertheless, she must have had a very rough time. The gale, which was evidently of a cyclonic character, moderated on the following day, and was succeeded by a fresh south-easterly gale, with a high cross sea.	[307, 574, 435, 1510]
news-paragraph: Tahitarata Handicap, six furlongs. —Tanui 9.5, Lord Soult 9.4, Longmer 9.8, Full Rate 8.12, Sunbonnet 8.3, Mon Ami 8.0, Advantage 7.13, Walata 7.7, Magneto 7.6, Boanerges 7.3, Warlock 6.10, No Trumps 6.9, Merrie Land 6.8, Aema 6.7, Splash, Purakau, and Clem 6.7.	[981, 198, 1090, 284]
section-heading: IN THE LEGISLATIVE ASSEMBLY.	[857, 417, 964, 440]
news-paragraph: Mr Barrer said that since the tenders from Carterton had been accepted it was one the settlers did not want. They were asked to contribute £5 along with others from Te Wharau to Flat Point. Taking the road from Carterton and that from Masterton there could be no comparison between the two, the latter being much the better and they had decided recently to come to the Masterton Chamber of Commerce and enlist their sympathy in the matter of retaining the present mail service. Seven years ago it had been necessary to wade through water and mud to get the mails through, whereas now the roads were so good that they could drive through in a motor from Masterton in practically two hours and a half, and all they wanted was to maintain their contributions. The Masterton mail service was best suited to their requirements, and they wished it continued. A petition having been signed by practically the whole of the settlers on the coast in favour of continuation. It was absurd that they should be compelled under the circumstances to take their correspondence through Carterton, when practically the whole of their business was done in Masterton.	[711, 1059, 840, 1365]
news-paragraph: Received December 17, 9.25 p.m. BRUSSELS, December 17.	[577, 172, 704, 191]
separator	[486, 417, 526, 418]
